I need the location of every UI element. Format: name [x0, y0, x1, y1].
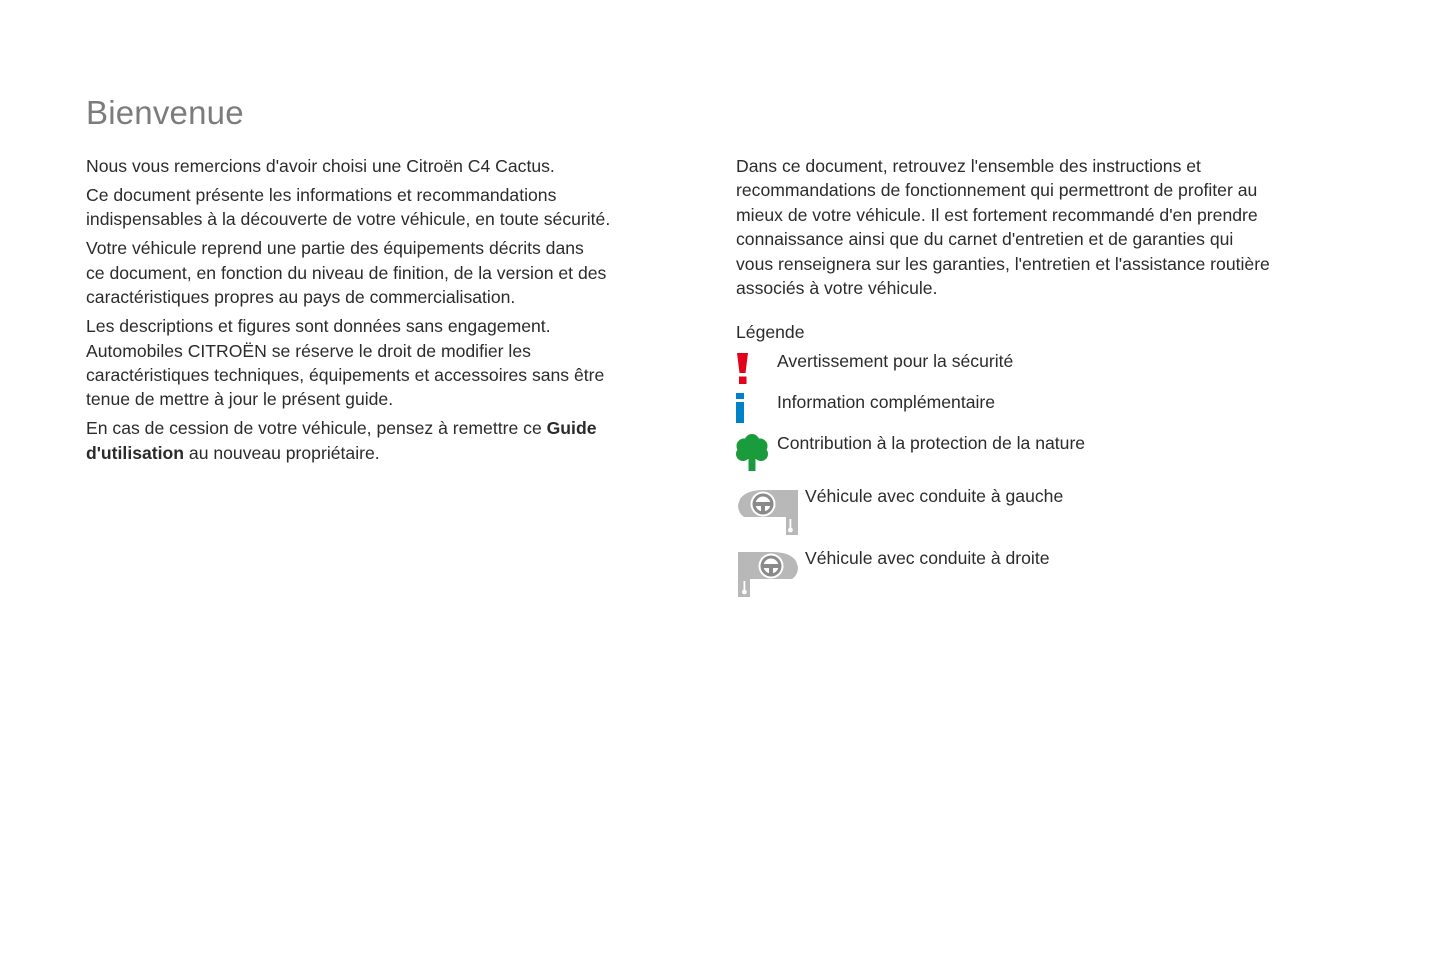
right-hand-drive-icon [736, 549, 800, 599]
text-line: caractéristiques propres au pays de commercialisation. [86, 287, 516, 308]
text-line: connaissance ainsi que du carnet d'entretien et de garanties qui [736, 229, 1234, 250]
guide-bold-text: Guide [546, 418, 597, 439]
information-icon [736, 393, 750, 423]
text-line: Nous vous remercions d'avoir choisi une Citroën C4 Cactus. [86, 156, 555, 176]
text-line: associés à votre véhicule. [736, 278, 938, 299]
text-line: Votre véhicule reprend une partie des équipements décrits dans [86, 238, 584, 259]
text-line [86, 416, 646, 440]
left-column [86, 154, 646, 470]
text-line: Dans ce document, retrouvez l'ensemble des instructions et [736, 156, 1201, 176]
paragraph-transfer [86, 416, 646, 465]
text-line: Les descriptions et figures sont données sans engagement. [86, 316, 551, 337]
legend-title: Légende [736, 322, 805, 342]
text-line: Ce document présente les informations et recommandations [86, 185, 557, 205]
text-line [86, 441, 646, 465]
text-segment: au nouveau propriétaire. [184, 442, 380, 463]
tree-icon [735, 434, 769, 472]
text-line: recommandations de fonctionnement qui permettront de profiter au [736, 180, 1258, 201]
legend-label: Avertissement pour la sécurité [777, 351, 1014, 371]
text-line: mieux de votre véhicule. Il est fortement recommandé d'en prendre [736, 204, 1258, 225]
right-column [736, 154, 1316, 305]
text-line: vous renseignera sur les garanties, l'entretien et l'assistance routière [736, 253, 1270, 274]
paragraph-instructions [736, 154, 1316, 300]
legend-label: Véhicule avec conduite à droite [805, 548, 1050, 568]
text-line: tenue de mettre à jour le présent guide. [86, 389, 394, 410]
paragraph-disclaimer [86, 314, 646, 412]
paragraph-thanks [86, 154, 646, 178]
warning-exclamation-icon [736, 353, 750, 385]
text-line: ce document, en fonction du niveau de finition, de la version et des [86, 262, 607, 283]
text-segment: En cas de cession de votre véhicule, pensez à remettre ce [86, 418, 547, 439]
legend-label: Information complémentaire [777, 392, 996, 412]
text-line: indispensables à la découverte de votre véhicule, en toute sécurité. [86, 209, 611, 230]
text-line: Automobiles CITROËN se réserve le droit de modifier les [86, 340, 531, 361]
legend-label: Véhicule avec conduite à gauche [805, 486, 1064, 506]
text-line: caractéristiques techniques, équipements et accessoires sans être [86, 365, 605, 386]
utilisation-bold-text: d'utilisation [86, 442, 185, 463]
paragraph-equipment [86, 236, 646, 309]
legend-label: Contribution à la protection de la nature [777, 433, 1086, 453]
left-hand-drive-icon [736, 487, 800, 537]
page-title: Bienvenue [86, 94, 244, 131]
paragraph-document-purpose [86, 183, 646, 232]
